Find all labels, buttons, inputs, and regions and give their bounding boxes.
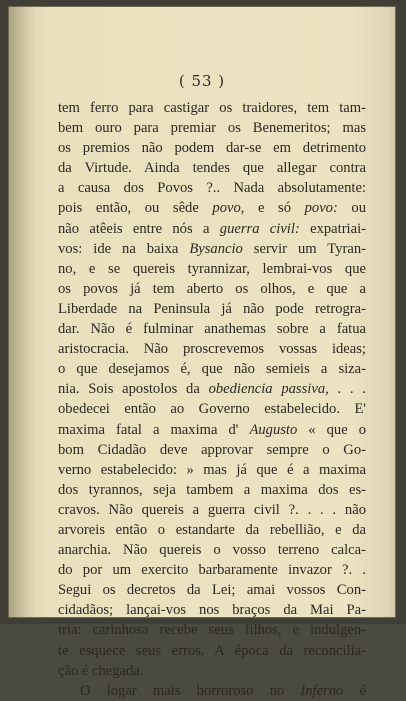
text-run: tria: carinhosa recebe seus filhos, e indulgen- — [58, 622, 366, 639]
text-run: arvoreis então o estandarte da rebellião, e da — [58, 521, 366, 538]
text-line — [58, 661, 366, 681]
text-line — [58, 118, 366, 138]
text-run: ção é chegada. — [58, 662, 144, 679]
text-run: cidadãos; lançai-vos nos braços da Mai Pa- — [58, 602, 366, 619]
text-run: os povos já tem aberto os olhos, e que a — [58, 280, 366, 297]
italic-phrase: Inferno — [300, 682, 344, 699]
text-run: servir um Tyran- — [242, 240, 366, 257]
text-run: Segui os decretos da Lei; amai vossos Con- — [58, 582, 366, 599]
text-line — [58, 580, 366, 600]
text-run: tem ferro para castigar os traidores, tem tam- — [58, 100, 366, 116]
text-line — [58, 399, 366, 419]
text-run: te esquece seus erros. A época da reconcilia- — [58, 642, 366, 659]
text-run: anarchia. Não quereis o vosso terreno calca- — [58, 542, 366, 559]
gutter-shadow — [8, 6, 36, 618]
italic-phrase: obediencia passiva — [208, 381, 326, 398]
text-run: maxima fatal a maxima d' — [58, 421, 250, 438]
text-run: cravos. Não quereis a guerra civil ?. . . . não — [58, 501, 366, 518]
text-run: ou — [337, 200, 366, 217]
text-run: dar. Não é fulminar anathemas sobre a fatua — [58, 321, 366, 338]
text-line — [58, 480, 366, 500]
text-line — [58, 239, 366, 259]
text-run: no, e se quereis tyrannizar, lembrai-vos que — [58, 260, 366, 277]
text-run: pois então, ou sêde — [58, 200, 213, 217]
text-line — [58, 641, 366, 661]
text-line — [58, 520, 366, 540]
text-line — [58, 219, 366, 239]
text-line — [58, 620, 366, 640]
text-run: da Virtude. Ainda tendes que allegar contra — [58, 160, 366, 177]
text-run: bem ouro para premiar os Benemeritos; mas — [58, 120, 366, 137]
text-line — [58, 540, 366, 560]
text-run: o que desejamos é, que não semieis a siza- — [58, 361, 366, 378]
text-run: é — [343, 682, 366, 699]
text-line — [58, 198, 366, 218]
text-line — [58, 379, 366, 399]
text-line — [58, 560, 366, 580]
text-run: dos tyrannos, seja tambem a maxima dos es- — [58, 481, 366, 498]
text-line — [58, 158, 366, 178]
text-line — [58, 299, 366, 319]
text-line — [58, 359, 366, 379]
text-run: Liberdade na Peninsula já não pode retrogra- — [58, 300, 366, 317]
text-line — [58, 279, 366, 299]
text-line — [58, 178, 366, 198]
book-page — [8, 6, 396, 699]
text-run: O logar mais horroroso no — [80, 682, 301, 699]
text-run: « que o — [297, 421, 366, 438]
text-run: expatriai- — [299, 220, 366, 237]
text-run: , e só — [240, 200, 305, 217]
text-run: os premios não podem dar-se em detrimento — [58, 140, 366, 157]
page-number: ( 53 ) — [178, 72, 226, 90]
text-line — [58, 440, 366, 460]
italic-phrase: guerra civil: — [219, 220, 300, 237]
text-line — [58, 98, 366, 118]
text-run: bom Cidadão deve approvar sempre o Go- — [58, 441, 366, 458]
text-line — [58, 460, 366, 480]
italic-phrase: povo — [212, 200, 241, 217]
text-run: nia. Sois apostolos da — [58, 381, 209, 398]
text-line — [58, 319, 366, 339]
text-line — [58, 500, 366, 520]
text-line — [58, 138, 366, 158]
text-run: não atêeis entre nós a — [58, 220, 220, 237]
italic-phrase: Augusto — [249, 421, 298, 438]
text-line — [58, 420, 366, 440]
text-run: , . . . — [325, 381, 366, 398]
italic-phrase: Bysancio — [189, 240, 243, 257]
text-run: do por um exercito barbaramente invazor ?. . — [58, 562, 366, 579]
text-line — [58, 259, 366, 279]
text-line — [58, 600, 366, 620]
text-run: vos: ide na baixa — [58, 240, 190, 257]
text-run: verno estabelecido: » mas já que é a maxima — [58, 461, 366, 478]
text-run: obedecei então ao Governo estabelecido. E' — [58, 401, 366, 418]
text-run: aristocracia. Não proscrevemos vossas ideas; — [58, 341, 366, 358]
text-line — [58, 681, 366, 701]
body-text — [58, 98, 366, 701]
text-line — [58, 339, 366, 359]
italic-phrase: povo: — [304, 200, 338, 217]
text-run: a causa dos Povos ?.. Nada absolutamente: — [58, 180, 366, 197]
